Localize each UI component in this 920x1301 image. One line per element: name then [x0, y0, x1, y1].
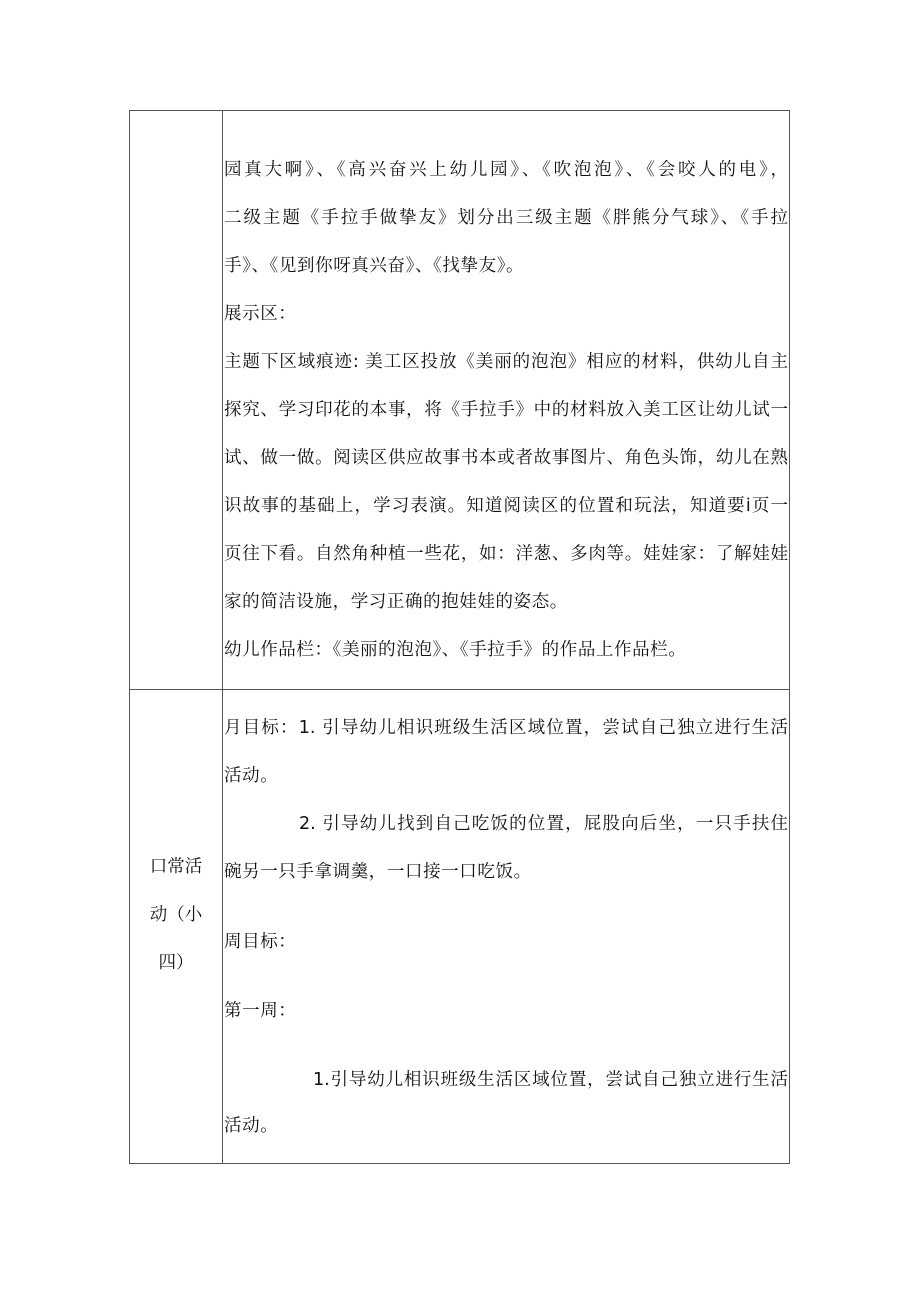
row-divider: [129, 689, 790, 690]
text-line: 活动。: [224, 1116, 279, 1136]
text-line: 主题下区域痕迹: 美工区投放《美丽的泡泡》相应的材料，供幼儿自主: [224, 352, 788, 372]
row-label-line: 口常活: [149, 857, 203, 877]
column-divider: [222, 110, 223, 1164]
text-line: 探究、学习印花的本事，将《手拉手》中的材料放入美工区让幼儿试一: [224, 400, 788, 420]
text-line: 二级主题《手拉手做挚友》划分出三级主题《胖熊分气球》、《手拉: [224, 208, 788, 228]
text-line: 手》、《见到你呀真兴奋》、《找挚友》。: [224, 256, 525, 276]
section-heading-display-area: 展示区：: [224, 304, 297, 324]
text-line: 活动。: [224, 766, 279, 786]
goal-item-2: 2. 引导幼儿找到自己吃饭的位置，屁股向后坐，一只手扶住: [299, 814, 788, 834]
text-line: 园真大啊》、《高兴奋兴上幼儿园》、《吹泡泡》、《会咬人的电》，: [224, 160, 788, 180]
row-label-line: 四）: [158, 953, 194, 973]
text-line: 页往下看。自然角种植一些花，如：洋葱、多肉等。娃娃家：了解娃娃: [224, 544, 788, 564]
text-line: 家的简洁设施，学习正确的抱娃娃的姿态。: [224, 592, 568, 612]
weekly-goal-heading: 周目标：: [224, 932, 297, 952]
text-line-works-column: 幼儿作品栏：《美丽的泡泡》、《手拉手》的作品上作品栏。: [224, 640, 687, 660]
monthly-goal-line: 月目标：1. 引导幼儿相识班级生活区域位置，尝试自己独立进行生活: [224, 718, 788, 738]
row-label-line: 动（小: [149, 905, 203, 925]
week-one-heading: 第一周：: [224, 1001, 297, 1021]
text-line: 试、做一做。阅读区供应故事书本或者故事图片、角色头饰，幼儿在熟: [224, 448, 788, 468]
text-line: 识故事的基础上，学习表演。知道阅读区的位置和玩法，知道要i页一: [224, 496, 788, 516]
text-line: 碗另一只手拿调羹，一口接一口吃饭。: [224, 862, 532, 882]
week-one-item-1: 1.引导幼儿相识班级生活区域位置，尝试自己独立进行生活: [313, 1070, 788, 1090]
